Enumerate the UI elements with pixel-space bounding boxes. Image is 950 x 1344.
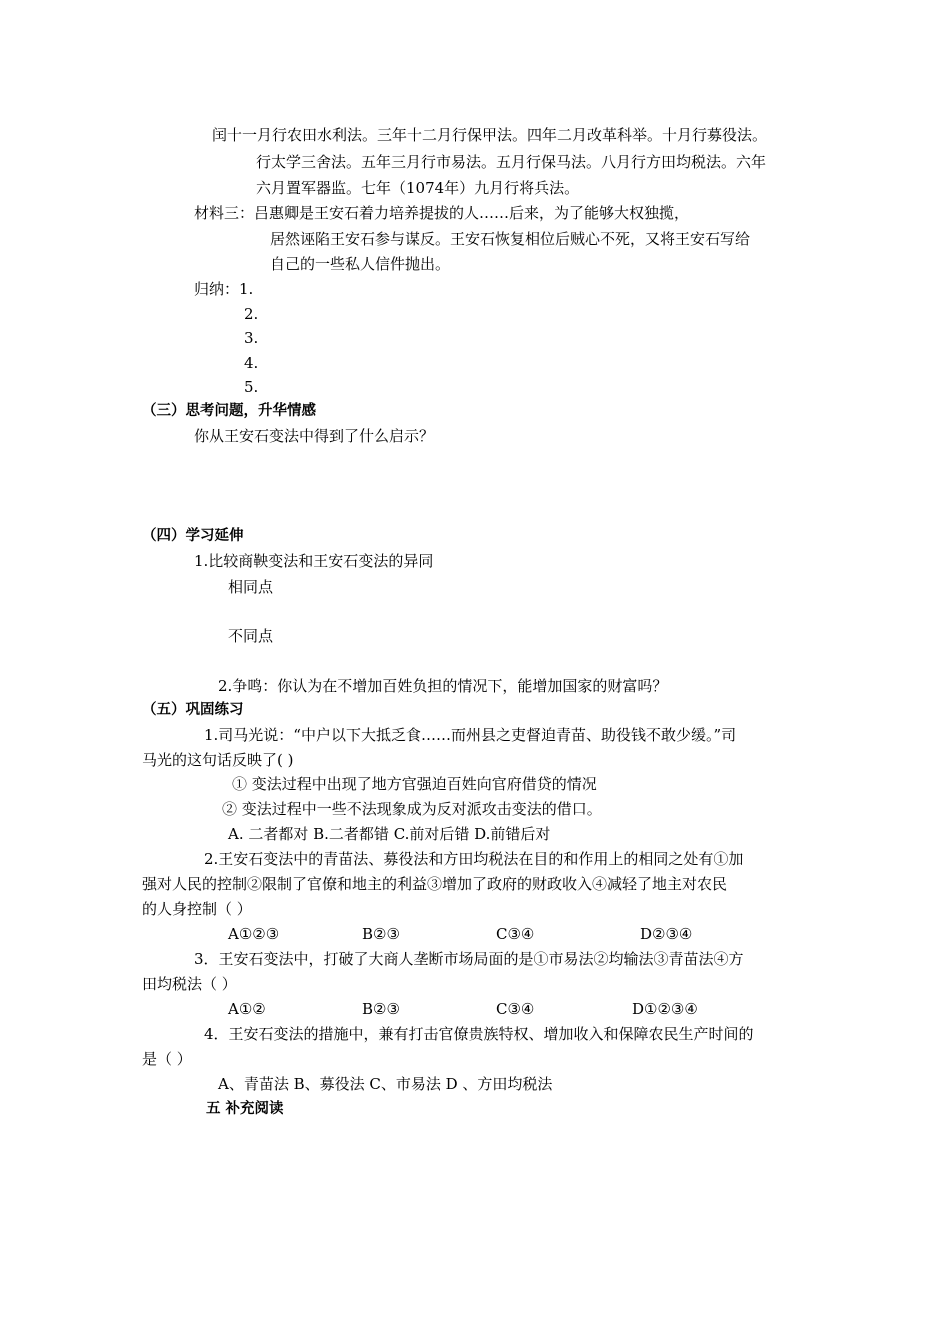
q3-choice-c: C③④ [496,1000,535,1018]
material3-line3: 自己的一些私人信件抛出。 [270,255,451,273]
summary-item: 2. [244,305,259,323]
q1-choices: A. 二者都对 B.二者都错 C.前对后错 D.前错后对 [228,825,551,843]
material3-line2: 居然诬陷王安石参与谋反。王安石恢复相位后贼心不死，又将王安石写给 [270,230,751,248]
q4-line1: 4．王安石变法的措施中，兼有打击官僚贵族特权、增加收入和保障农民生产时间的 [204,1025,754,1043]
section4-title: （四）学习延伸 [142,528,244,544]
material3-line1: 材料三：吕惠卿是王安石着力培养提拔的人……后来，为了能够大权独揽， [194,204,690,222]
material2-line1: 闰十一月行农田水利法。三年十二月行保甲法。四年二月改革科举。十月行募役法。 [212,126,768,144]
q1-option1: ① 变法过程中出现了地方官强迫百姓向官府借贷的情况 [232,775,597,793]
summary-item: 4. [244,354,259,372]
q2-choice-b: B②③ [362,925,400,943]
section3-question: 你从王安石变法中得到了什么启示？ [194,427,435,445]
section4-diff: 不同点 [228,627,274,645]
section6-title: 五 补充阅读 [206,1101,284,1117]
section4-same: 相同点 [228,578,274,596]
q2-choice-d: D②③④ [640,925,693,943]
section5-title: （五）巩固练习 [142,702,244,718]
q3-choice-b: B②③ [362,1000,400,1018]
q2-line1: 2.王安石变法中的青苗法、募役法和方田均税法在目的和作用上的相同之处有①加 [204,850,744,868]
q1-line1: 1.司马光说：“中户以下大抵乏食……而州县之吏督迫青苗、助役钱不敢少缓。”司 [204,726,737,744]
summary-label: 归纳：1. [194,280,254,298]
q3-line2: 田均税法（ ） [142,975,237,993]
q2-line3: 的人身控制（ ） [142,900,252,918]
section3-title: （三）思考问题，升华情感 [142,403,316,419]
q1-line2: 马光的这句话反映了( ) [142,751,294,769]
q2-choice-c: C③④ [496,925,535,943]
q2-choice-a: A①②③ [228,925,280,943]
summary-item: 3. [244,329,259,347]
summary-item: 5. [244,378,259,396]
q4-choices: A、青苗法 B、募役法 C、市易法 D 、方田均税法 [218,1075,553,1093]
q3-choice-d: D①②③④ [632,1000,698,1018]
q2-line2: 强对人民的控制②限制了官僚和地主的利益③增加了政府的财政收入④减轻了地主对农民 [142,875,728,893]
q3-line1: 3．王安石变法中，打破了大商人垄断市场局面的是①市易法②均输法③青苗法④方 [194,950,744,968]
section4-question1: 1.比较商鞅变法和王安石变法的异同 [194,552,434,570]
material2-line3: 六月置军器监。七年（1074年）九月行将兵法。 [256,179,580,197]
q1-option2: ② 变法过程中一些不法现象成为反对派攻击变法的借口。 [222,800,602,818]
material2-line2: 行太学三舍法。五年三月行市易法。五月行保马法。八月行方田均税法。六年 [256,153,767,171]
q3-choice-a: A①② [228,1000,266,1018]
q4-line2: 是（ ） [142,1050,192,1068]
section4-question2: 2.争鸣：你认为在不增加百姓负担的情况下，能增加国家的财富吗？ [218,677,668,695]
